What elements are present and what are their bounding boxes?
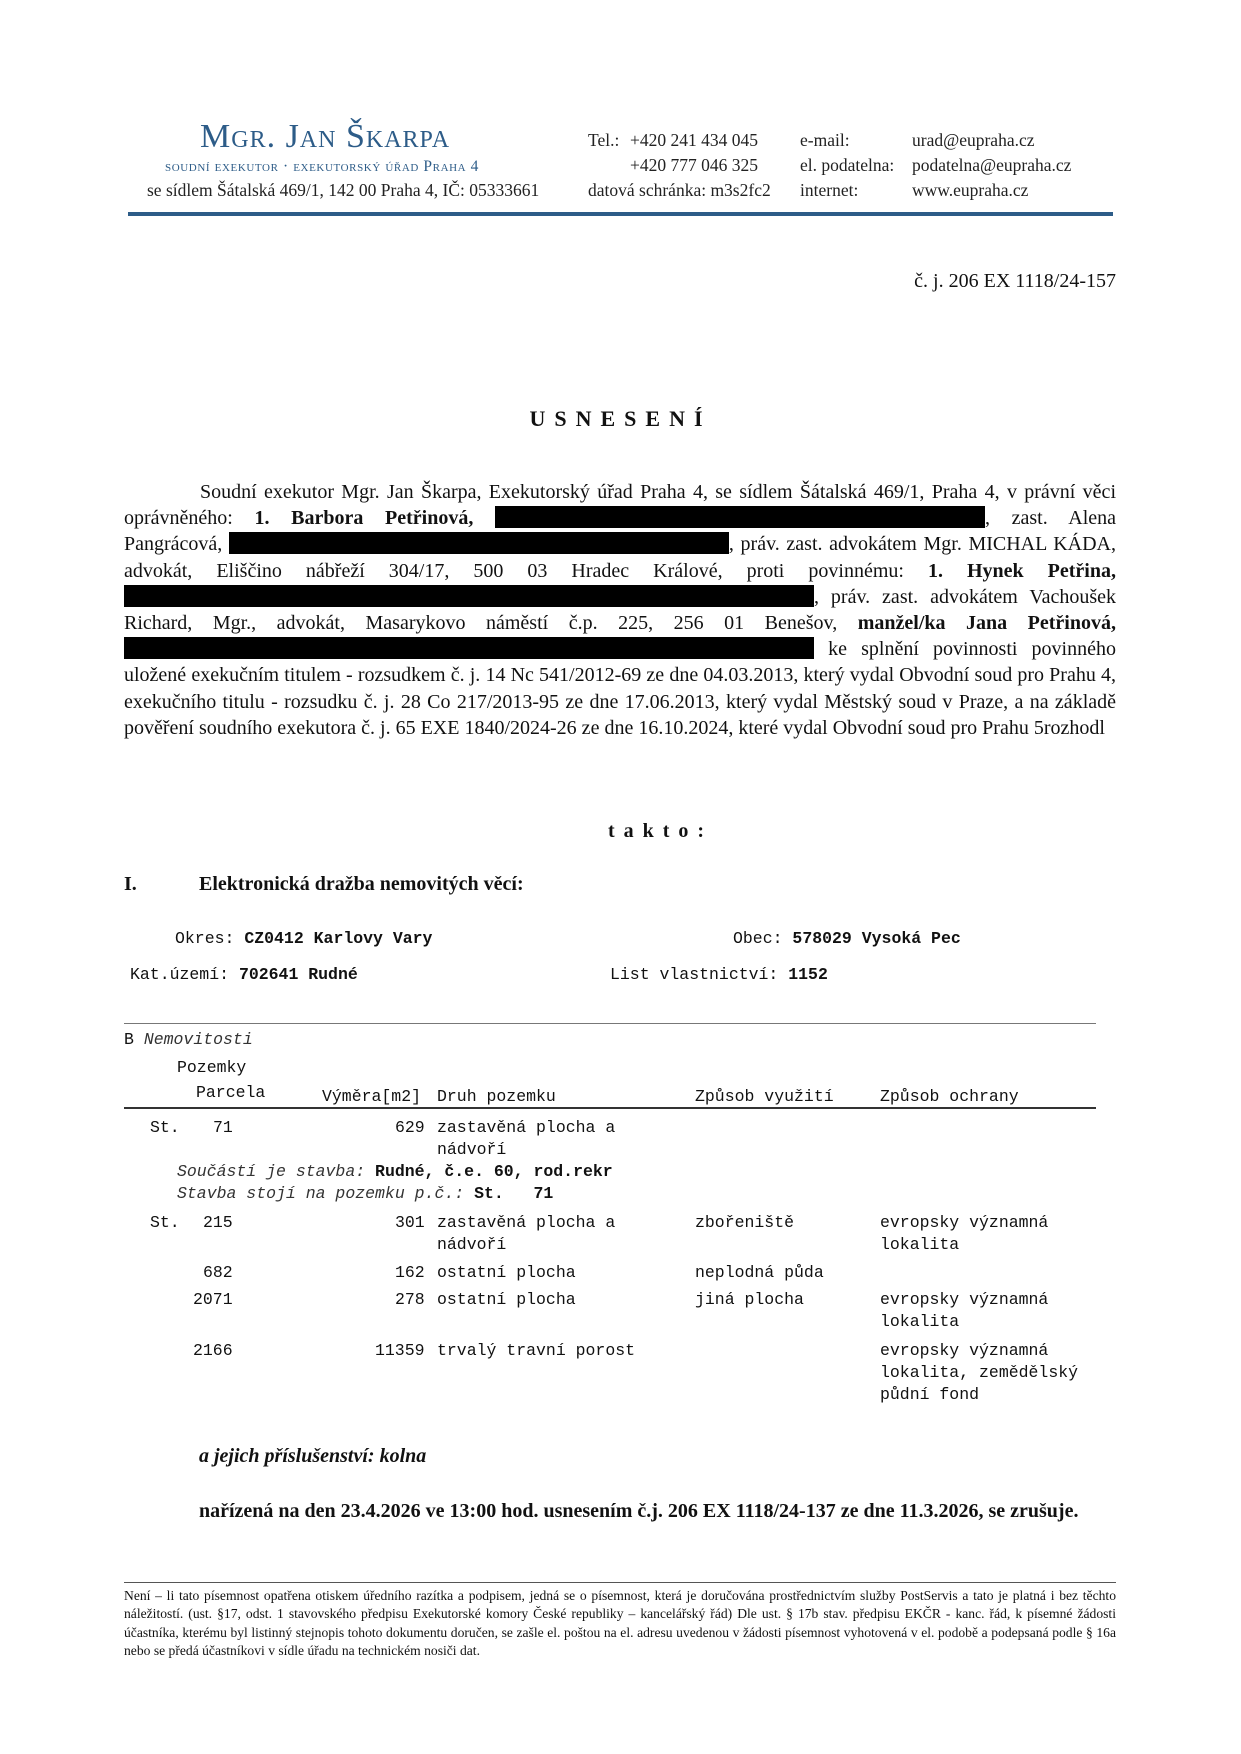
subsection-pozemky: Pozemky	[177, 1058, 247, 1077]
party-spouse: manžel/ka Jana Petřinová,	[857, 612, 1116, 635]
redaction	[124, 637, 814, 659]
section-title: Elektronická dražba nemovitých věcí:	[199, 873, 524, 895]
ku-label: Kat.území: 702641 Rudné	[130, 965, 358, 984]
intro-text: , zast. Alena Pangrácová,	[124, 507, 1117, 556]
letterhead-address: se sídlem Šátalská 469/1, 142 00 Praha 4, IČ: 05333661	[147, 180, 540, 200]
letterhead-divider	[128, 212, 1113, 216]
internet-link[interactable]: www.eupraha.cz	[912, 180, 1029, 200]
tel-1: +420 241 434 045	[630, 130, 758, 150]
parcel-area: 629	[395, 1118, 425, 1137]
parcel-protection: lokalita	[880, 1312, 960, 1331]
parcel-prefix: St.	[150, 1118, 180, 1137]
parcel-type: ostatní plocha	[437, 1263, 576, 1282]
internet-label: internet:	[800, 180, 859, 200]
section-b: B Nemovitosti	[124, 1030, 253, 1049]
parcel-number: 682	[203, 1263, 233, 1282]
podatelna-label: el. podatelna:	[800, 155, 895, 175]
redaction	[229, 532, 729, 554]
lv-label: List vlastnictví: 1152	[610, 965, 828, 984]
parcel-type: nádvoří	[437, 1235, 507, 1254]
podatelna-link[interactable]: podatelna@eupraha.cz	[912, 155, 1072, 175]
parcel-number: 215	[203, 1213, 233, 1232]
footer-divider	[124, 1582, 1116, 1583]
note-stavba: Stavba stojí na pozemku p.č.: St. 71	[177, 1184, 554, 1203]
parcel-area: 11359	[375, 1341, 425, 1360]
tel-2: +420 777 046 325	[630, 155, 758, 175]
parcel-area: 301	[395, 1213, 425, 1232]
email-link[interactable]: urad@eupraha.cz	[912, 130, 1035, 150]
parcel-type: zastavěná plocha a	[437, 1213, 616, 1232]
parcel-number: 2071	[193, 1290, 233, 1309]
col-vymera: Výměra[m2]	[322, 1087, 422, 1106]
parcel-protection: půdní fond	[880, 1385, 980, 1404]
redaction	[124, 585, 814, 607]
table-header-divider	[124, 1107, 1096, 1109]
intro-text: , práv. zast. advokátem Vachoušek Richard, Mgr., advokát, Masarykovo náměstí č.p. 225, 256 01 Benešov,	[124, 585, 1116, 635]
col-druh: Druh pozemku	[437, 1087, 556, 1106]
parcel-protection: evropsky významná	[880, 1290, 1049, 1309]
parcel-area: 162	[395, 1263, 425, 1282]
letterhead-subtitle: soudní exekutor · exekutorský úřad Praha 4	[165, 158, 480, 175]
party-obligated: 1. Hynek Petřina,	[927, 559, 1116, 582]
email-label: e-mail:	[800, 130, 850, 150]
decision-text: nařízená na den 23.4.2026 ve 13:00 hod. usnesením č.j. 206 EX 1118/24-137 ze dne 11.3.2026, se zrušuje.	[199, 1500, 1079, 1522]
parcel-prefix: St.	[150, 1213, 180, 1232]
letterhead-name: Mgr. Jan Škarpa	[200, 118, 451, 155]
okres-label: Okres: CZ0412 Karlovy Vary	[175, 929, 433, 948]
intro-text: , práv. zast. advokátem Mgr. MICHAL KÁDA, advokát, Eliščino nábřeží 304/17, 500 03 Hradec Králové, proti povinnému:	[124, 533, 1116, 582]
parcel-type: trvalý travní porost	[437, 1341, 636, 1360]
col-ochrana: Způsob ochrany	[880, 1087, 1019, 1106]
parcel-area: 278	[395, 1290, 425, 1309]
parcel-usage: zbořeniště	[695, 1213, 795, 1232]
party-entitled: 1. Barbora Petřinová,	[254, 507, 474, 530]
parcel-type: ostatní plocha	[437, 1290, 576, 1309]
accessories-text: a jejich příslušenství: kolna	[199, 1445, 427, 1467]
intro-text: ke splnění povinnosti povinného uložené exekučním titulem - rozsudkem č. j. 14 Nc 541/2012-69 ze dne 04.03.2013, který vydal Obvodní soud pro Prahu 4, exekučního titulu - rozsudku č. j. 28 Co 217/2013-95 ze dne 17.06.2013, který vydal Městský soud v Praze, a na základě pověření soudního exekutora č. j. 65 EXE 1840/2024-26 ze dne 16.10.2024, které vydal Obvodní soud pro Prahu 5rozhodl	[124, 638, 1116, 739]
databox: datová schránka: m3s2fc2	[588, 180, 771, 200]
parcel-number: 2166	[193, 1341, 233, 1360]
footer-notice: Není – li tato písemnost opatřena otiskem úředního razítka a podpisem, jedná se o písemnost, která je doručována prostřednictvím služby PostServis a tato je platná i bez těchto náležitostí. (ust. §17, odst. 1 stavovského předpisu Exekutorské komory České republiky – kancelářský řád) Dle ust. § 17b stav. předpisu EKČR - kanc. řád, k písemné žádosti účastníka, kterému byl listinný stejnopis tohoto dokumentu doručen, se zašle el. poštou na el. adresu uvedenou v žádosti písemnost vyhotovená v el. podobě a podepsaná podle § 16a nebo se předá účastníkovi v sídle úřadu na technickém nosiči dat.	[124, 1588, 1116, 1659]
takto-heading: takto:	[607, 820, 714, 842]
redaction	[495, 506, 985, 528]
parcel-usage: jiná plocha	[695, 1290, 804, 1309]
col-parcela: Parcela	[196, 1083, 266, 1102]
parcel-type: zastavěná plocha a	[437, 1118, 616, 1137]
reference-number: č. j. 206 EX 1118/24-157	[914, 270, 1116, 292]
document-title: USNESENÍ	[529, 406, 712, 431]
intro-paragraph	[124, 479, 1116, 741]
parcel-protection: lokalita, zemědělský	[880, 1363, 1079, 1382]
parcel-protection: evropsky významná	[880, 1213, 1049, 1232]
parcel-protection: evropsky významná	[880, 1341, 1049, 1360]
intro-text: Soudní exekutor Mgr. Jan Škarpa, Exekutorský úřad Praha 4, se sídlem Šátalská 469/1, Praha 4, v právní věci oprávněného:	[124, 481, 1116, 530]
col-vyuziti: Způsob využití	[695, 1087, 834, 1106]
tel-label: Tel.:	[588, 130, 620, 150]
parcel-usage: neplodná půda	[695, 1263, 824, 1282]
cadastre-divider	[124, 1023, 1096, 1024]
obec-label: Obec: 578029 Vysoká Pec	[733, 929, 961, 948]
section-number: I.	[124, 873, 137, 895]
parcel-type: nádvoří	[437, 1140, 507, 1159]
parcel-protection: lokalita	[880, 1235, 960, 1254]
parcel-number: 71	[213, 1118, 233, 1137]
note-soucasti: Součástí je stavba: Rudné, č.e. 60, rod.rekr	[177, 1162, 613, 1181]
